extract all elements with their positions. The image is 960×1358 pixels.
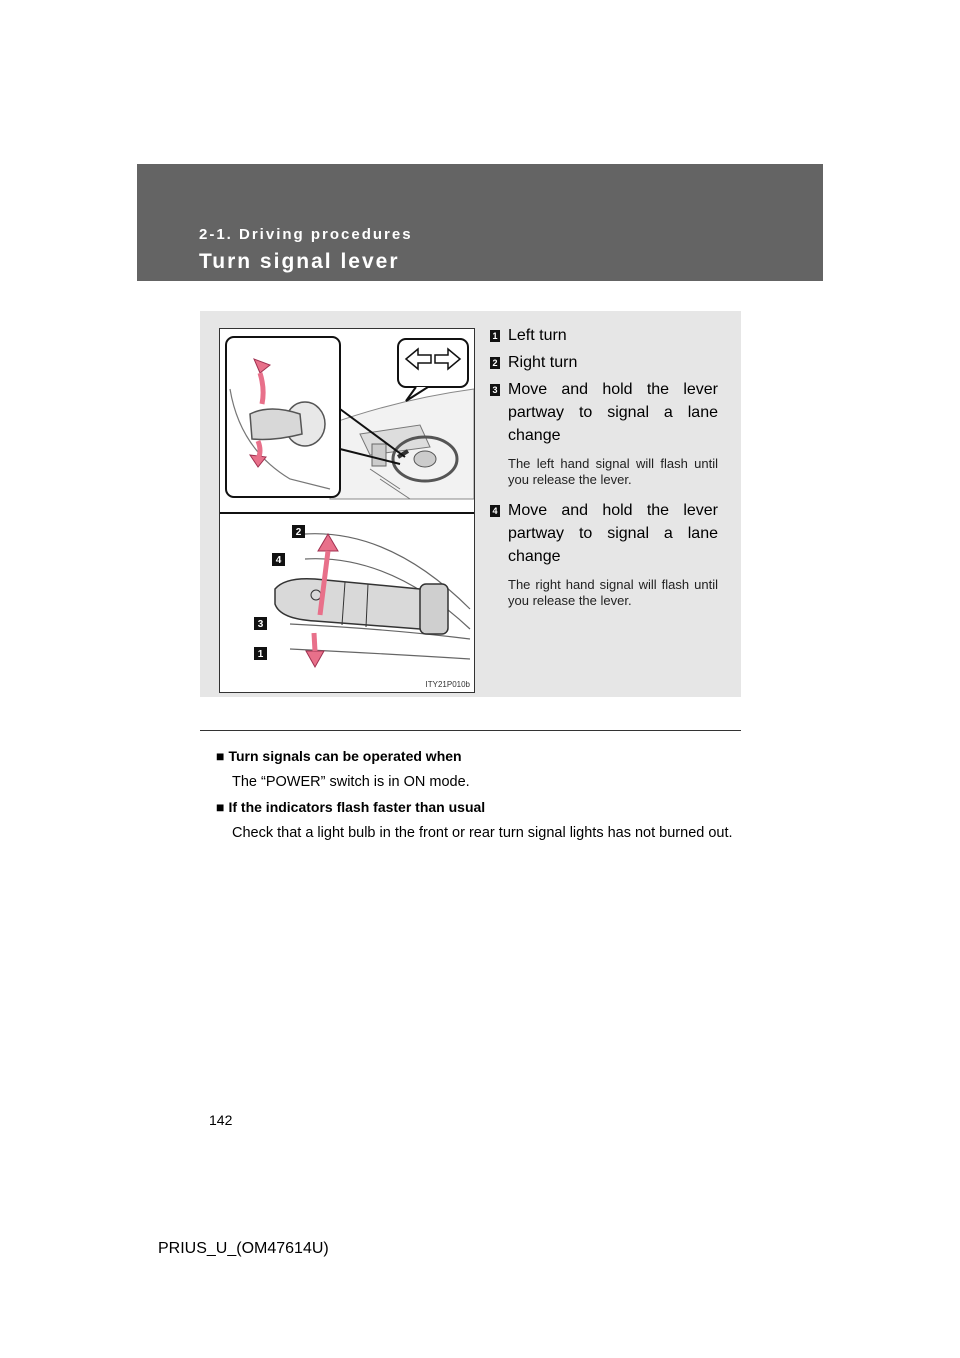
document-code: PRIUS_U_(OM47614U)	[158, 1240, 329, 1257]
illustration-panel	[200, 311, 741, 697]
note-heading: ■ If the indicators flash faster than usual	[216, 799, 486, 815]
callout-note: The left hand signal will flash until you release the lever.	[508, 456, 718, 487]
marker-1: 1	[257, 649, 264, 660]
callout-number: 3	[490, 384, 500, 396]
figure-code: ITY21P010b	[425, 680, 470, 689]
note-heading: ■ Turn signals can be operated when	[216, 748, 462, 764]
marker-3: 3	[257, 619, 264, 630]
callout-item	[490, 351, 718, 374]
section-header	[137, 164, 823, 281]
callout-number: 1	[490, 330, 500, 342]
note-body: The “POWER” switch is in ON mode.	[232, 774, 470, 790]
callout-note: The right hand signal will flash until you release the lever.	[508, 577, 718, 608]
lever-illustration	[220, 329, 474, 692]
section-label: 2-1. Driving procedures	[199, 226, 413, 243]
callout-item	[490, 324, 718, 347]
square-bullet-icon: ■	[216, 748, 225, 764]
callout-text: Right turn	[508, 354, 578, 371]
marker-2: 2	[295, 527, 302, 538]
section-divider	[200, 730, 741, 731]
page-number: 142	[209, 1112, 233, 1128]
callout-text: Move and hold the lever partway to signal a lane change	[508, 502, 718, 565]
page-title: Turn signal lever	[199, 250, 400, 273]
callout-item	[490, 378, 718, 488]
turn-signal-figure	[219, 328, 475, 693]
callout-list	[490, 324, 718, 620]
marker-4: 4	[275, 555, 282, 566]
callout-text: Left turn	[508, 327, 567, 344]
callout-text: Move and hold the lever partway to signal a lane change	[508, 381, 718, 444]
note-body: Check that a light bulb in the front or rear turn signal lights has not burned out.	[232, 825, 733, 841]
square-bullet-icon: ■	[216, 799, 225, 815]
callout-item	[490, 499, 718, 609]
notes-section	[216, 748, 736, 850]
callout-number: 4	[490, 505, 500, 517]
callout-number: 2	[490, 357, 500, 369]
